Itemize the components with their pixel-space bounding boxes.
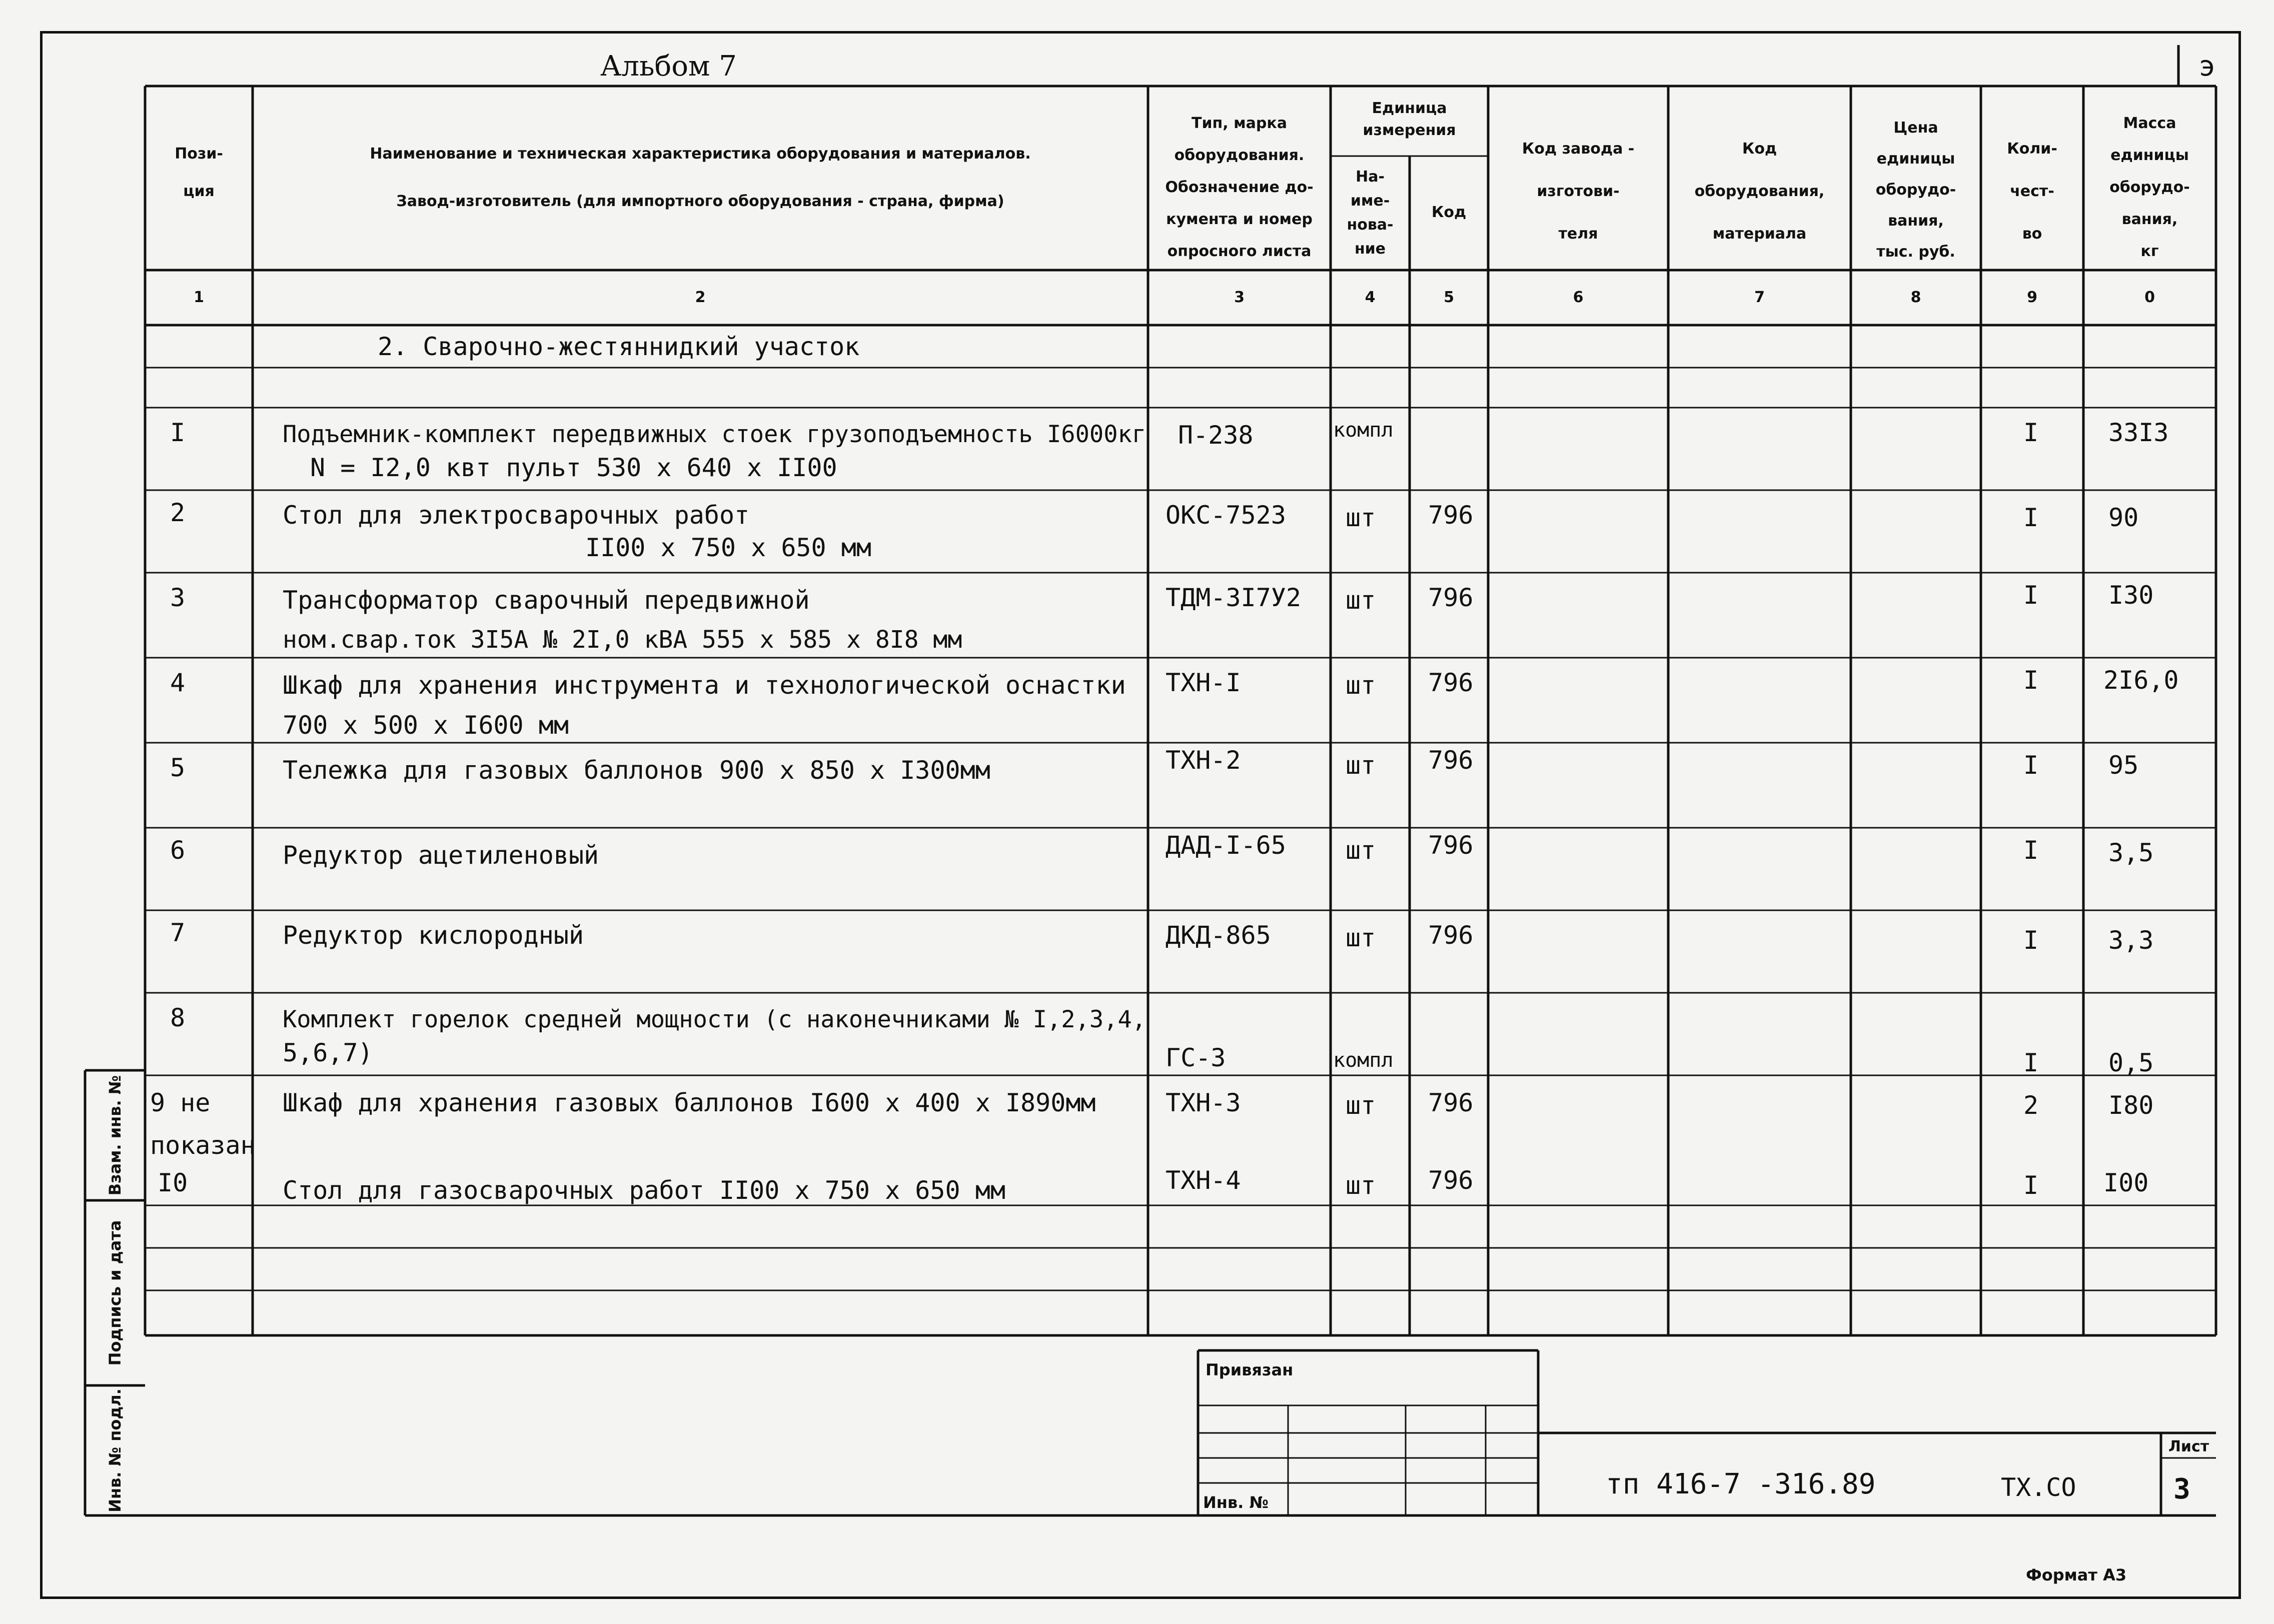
row-qty: I [2023,503,2039,532]
col-number: 1 [194,289,204,306]
row-type: ТХН-I [1166,668,1241,697]
row-unit: шт [1346,671,1376,700]
stamp-replace-inv: Взам. инв. № [106,1075,125,1196]
row-name-cont: 5,6,7) [283,1038,373,1067]
row-mass: 33I3 [2108,418,2169,447]
row-name: Подъемник-комплект передвижных стоек грузоподъемность I6000кг [283,421,1147,448]
col-number: 8 [1910,289,1921,306]
bind-inv: Инв. № [1203,1493,1269,1512]
row-name: Редуктор ацетиленовый [283,841,599,870]
row-mass: 2I6,0 [2103,666,2179,695]
sheet-number: 3 [2173,1473,2190,1505]
row-name-cont: 700 x 500 x I600 мм [283,711,569,740]
row-mass: 3,3 [2108,926,2154,955]
row-pos: 9 не [150,1088,211,1117]
row-pos: 2 [170,498,186,527]
row-code: 796 [1428,746,1474,775]
col-number: 7 [1754,289,1765,306]
header-type: Тип, марка оборудования. Обозначение до- кумента и номер опросного листа [1165,115,1314,260]
doc-suffix: ТХ.СО [2001,1473,2076,1502]
row-pos: 8 [170,1003,186,1032]
row-name: Тележка для газовых баллонов 900 x 850 x I300мм [283,756,990,785]
row-mass: I00 [2103,1168,2149,1197]
corner-number: э [2198,50,2215,83]
row-name-cont: II00 x 750 x 650 мм [585,533,871,562]
row-name: Стол для газосварочных работ II00 x 750 x 650 мм [283,1176,1005,1205]
col-number: 6 [1573,289,1584,306]
row-code: 796 [1428,1088,1474,1117]
row-mass: 3,5 [2108,838,2154,867]
row-qty: I [2023,1171,2039,1200]
row-type: ТХН-2 [1166,746,1241,775]
row-unit: шт [1346,923,1376,952]
row-unit: шт [1346,751,1376,780]
row-type: ТХН-4 [1166,1166,1241,1195]
row-pos: 7 [170,918,186,947]
row-code: 796 [1428,1166,1474,1195]
col-number: 5 [1444,289,1454,306]
row-type: ДАД-I-65 [1166,831,1286,860]
header-unit-name: На- име- нова- ние [1347,168,1394,258]
col-number: 4 [1365,289,1376,306]
row-qty: I [2023,581,2039,610]
col-number: 2 [695,289,706,306]
header-price: Цена единицы оборудо- вания, тыс. руб. [1875,119,1956,261]
header-maker: Код завода - изготови- теля [1522,140,1635,243]
col-number: 3 [1234,289,1245,306]
sheet-label: Лист [2168,1438,2209,1455]
album-label: Альбом 7 [600,50,737,83]
row-unit: шт [1346,503,1376,532]
row-type: ДКД-865 [1166,921,1271,950]
header-name: Наименование и техническая характеристика оборудования и материалов. Завод-изготовитель (для импортного оборудования - страна, фирма) [370,145,1031,210]
row-code: 796 [1428,921,1474,950]
row-name-cont: N = I2,0 квт пульт 530 x 640 x II00 [310,453,837,482]
row-mass: 90 [2108,503,2139,532]
row-mass: I80 [2108,1091,2154,1120]
row-type: П-238 [1178,421,1254,450]
row-name: Шкаф для хранения инструмента и технологической оснастки [283,671,1126,700]
row-qty: I [2023,418,2039,447]
row-qty: 2 [2023,1091,2039,1120]
header-unit-code: Код [1431,204,1467,221]
header-unit: Единица измерения [1363,100,1456,139]
row-mass: I30 [2108,581,2154,610]
row-unit: шт [1346,836,1376,865]
row-code: 796 [1428,668,1474,697]
row-name-cont: ном.свар.ток 3I5А № 2I,0 кВА 555 x 585 x 8I8 мм [283,626,962,654]
doc-code: тп 416-7 -316.89 [1606,1468,1876,1500]
row-mass: 95 [2108,751,2139,780]
section-title: 2. Сварочно-жестяннидкий участок [378,332,860,361]
row-pos: 5 [170,753,186,782]
row-qty: I [2023,926,2039,955]
row-type: ТДМ-3I7У2 [1166,583,1301,612]
bind-title: Привязан [1206,1360,1294,1379]
row-qty: I [2023,666,2039,695]
row-pos-cont: показан [150,1131,256,1160]
row-pos: 4 [170,668,186,697]
header-pos: Пози- ция [175,145,223,200]
row-qty: I [2023,1048,2039,1077]
col-number: 9 [2027,289,2037,306]
row-pos: I [170,418,186,447]
format-label: Формат А3 [2026,1565,2127,1584]
row-name: Стол для электросварочных работ [283,501,750,530]
row-name: Комплект горелок средней мощности (с наконечниками № I,2,3,4, [283,1006,1147,1033]
row-unit: шт [1346,586,1376,615]
row-code: 796 [1428,831,1474,860]
row-pos: 6 [170,836,186,865]
col-number: 0 [2144,289,2155,306]
stamp-original-inv: Инв. № подл. [106,1388,125,1512]
row-unit: шт [1346,1171,1376,1200]
row-code: 796 [1428,501,1474,530]
row-name: Трансформатор сварочный передвижной [283,586,810,615]
row-unit: шт [1346,1091,1376,1120]
row-qty: I [2023,751,2039,780]
row-name: Шкаф для хранения газовых баллонов I600 x 400 x I890мм [283,1088,1096,1117]
row-pos: I0 [158,1168,188,1197]
row-qty: I [2023,836,2039,865]
row-type: ОКС-7523 [1166,501,1286,530]
stamp-signature-date: Подпись и дата [106,1220,125,1366]
header-mass: Масса единицы оборудо- вания, кг [2109,115,2190,260]
row-type: ГС-3 [1166,1043,1226,1072]
row-type: ТХН-3 [1166,1088,1241,1117]
row-unit: компл [1333,419,1394,442]
row-code: 796 [1428,583,1474,612]
row-unit: компл [1333,1049,1394,1072]
row-pos: 3 [170,583,186,612]
row-mass: 0,5 [2108,1048,2154,1077]
header-qty: Коли- чест- во [2007,140,2057,243]
row-name: Редуктор кислородный [283,921,584,950]
header-equip-code: Код оборудования, материала [1694,140,1825,243]
